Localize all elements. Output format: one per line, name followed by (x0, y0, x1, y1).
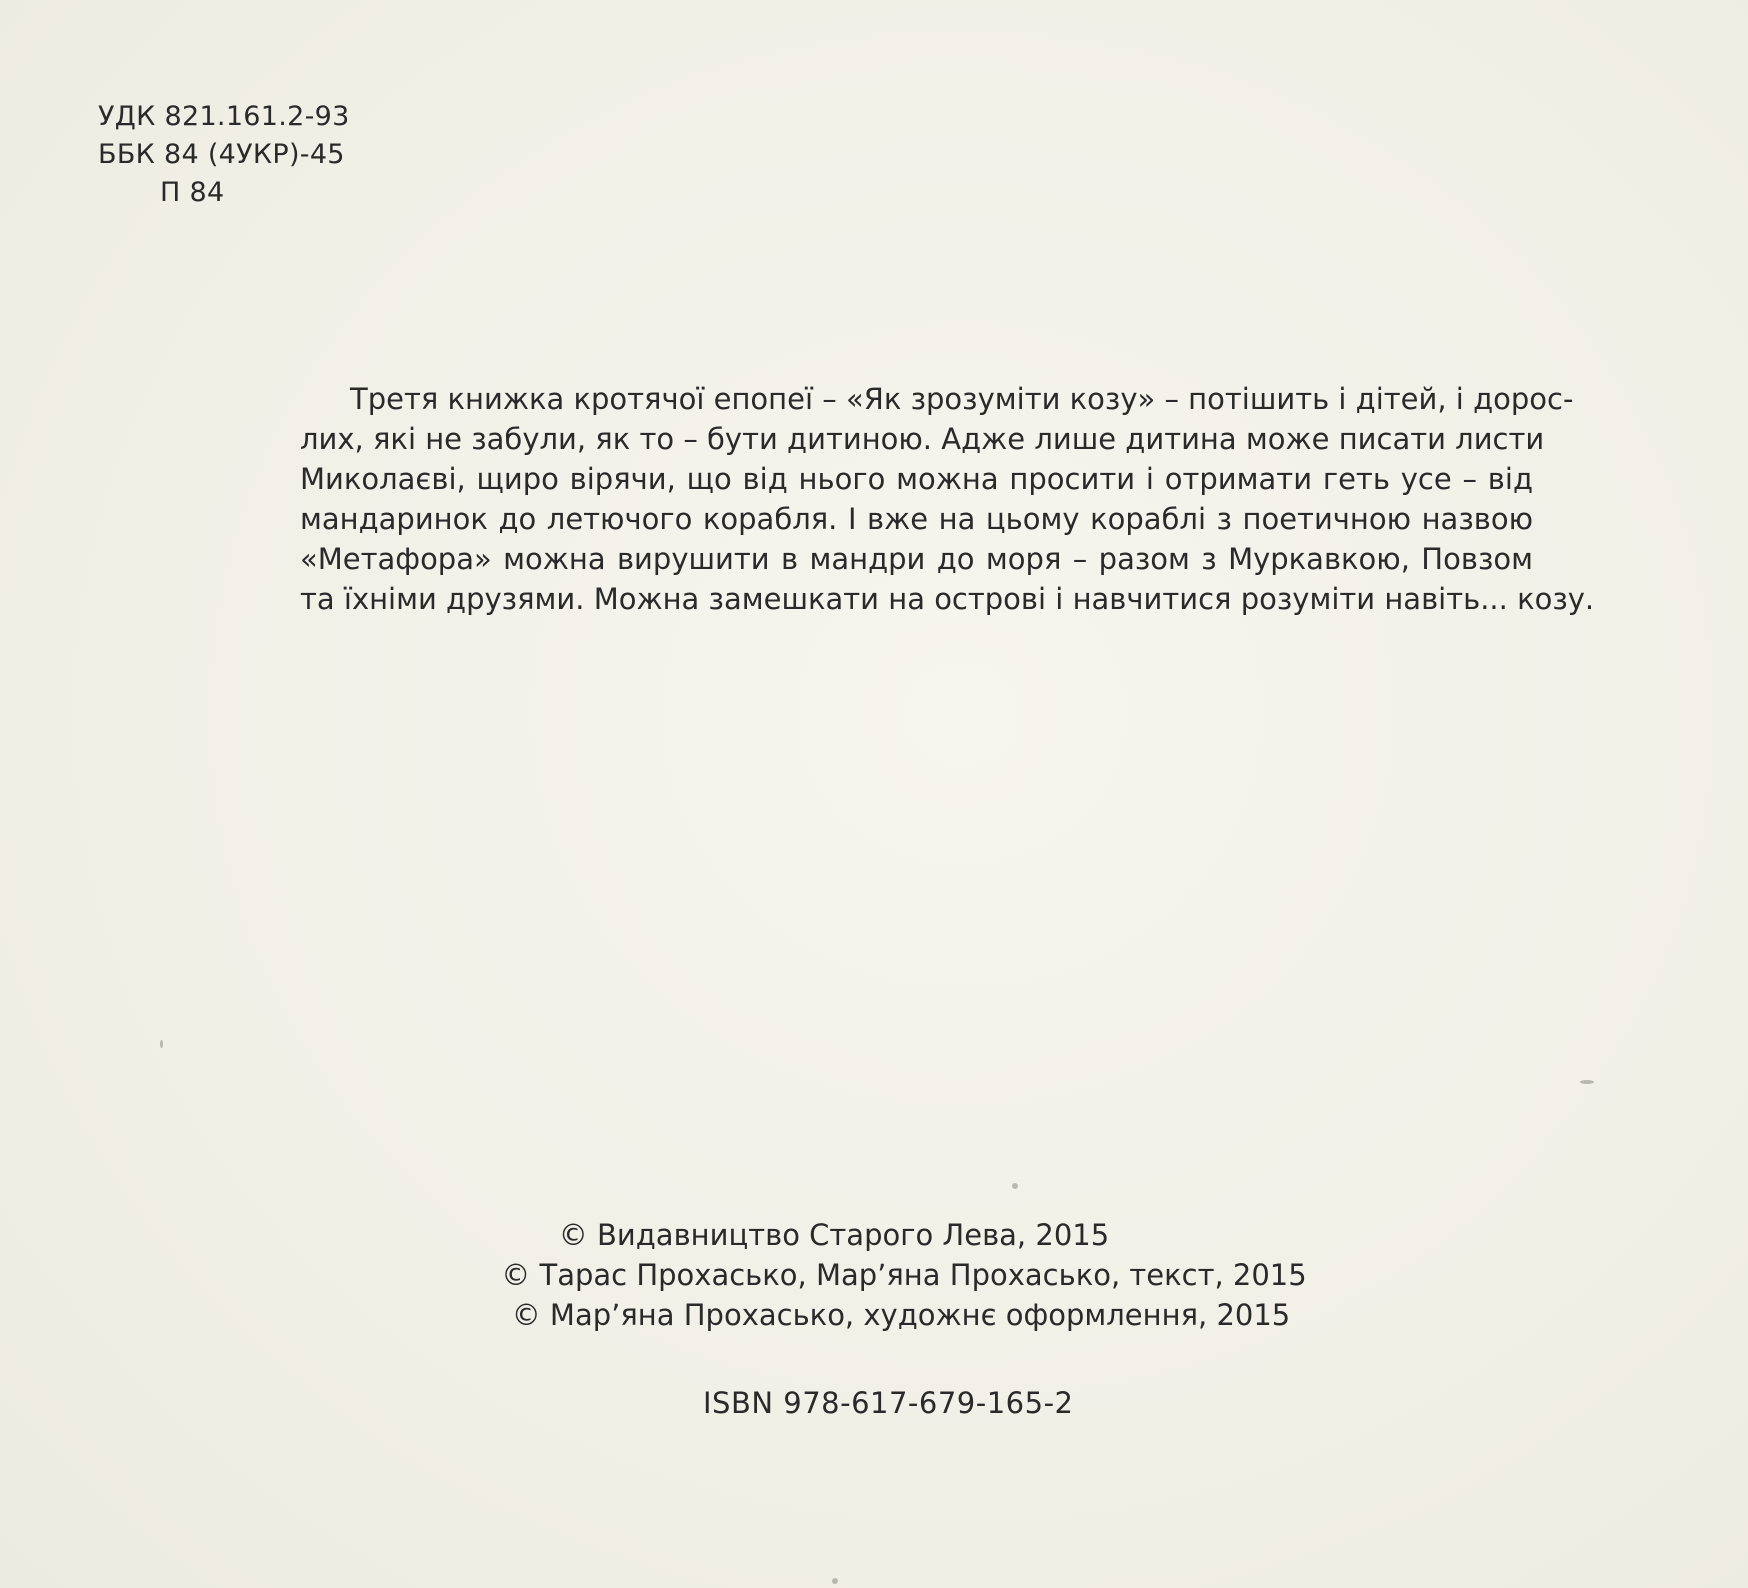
copyright-publisher: © Видавництво Старого Лева, 2015 (558, 1218, 1110, 1252)
annotation-line: мандаринок до летючого корабля. І вже на цьому кораблі з поетичною назвою (300, 502, 1533, 536)
author-mark: П 84 (160, 177, 225, 208)
paper-speck (1012, 1183, 1018, 1189)
paper-speck (1580, 1080, 1594, 1084)
isbn-number: ISBN 978-617-679-165-2 (703, 1386, 1074, 1420)
annotation-line: лих, які не забули, як то – бути дитиною. Адже лише дитина може писати листи (300, 422, 1545, 456)
annotation-line: Третя книжка кротячої епопеї – «Як зрозуміти козу» – потішить і дітей, і дорос- (350, 382, 1574, 416)
bbk-code: ББК 84 (4УКР)-45 (98, 139, 345, 170)
annotation-line: Миколаєві, щиро вірячи, що від нього можна просити і отримати геть усе – від (300, 462, 1533, 496)
copyright-text: © Тарас Прохасько, Мар’яна Прохасько, текст, 2015 (501, 1258, 1307, 1292)
paper-speck (160, 1040, 163, 1048)
classification-block (98, 98, 350, 212)
copyright-illustration: © Мар’яна Прохасько, художнє оформлення, 2015 (511, 1298, 1291, 1332)
book-annotation (300, 379, 1595, 619)
annotation-line: та їхніми друзями. Можна замешкати на острові і навчитися розуміти навіть... козу. (300, 582, 1595, 616)
paper-speck (832, 1578, 838, 1584)
annotation-line: «Метафора» можна вирушити в мандри до моря – разом з Муркавкою, Повзом (300, 542, 1533, 576)
udk-code: УДК 821.161.2-93 (98, 101, 350, 132)
copyright-block (474, 1215, 1374, 1335)
